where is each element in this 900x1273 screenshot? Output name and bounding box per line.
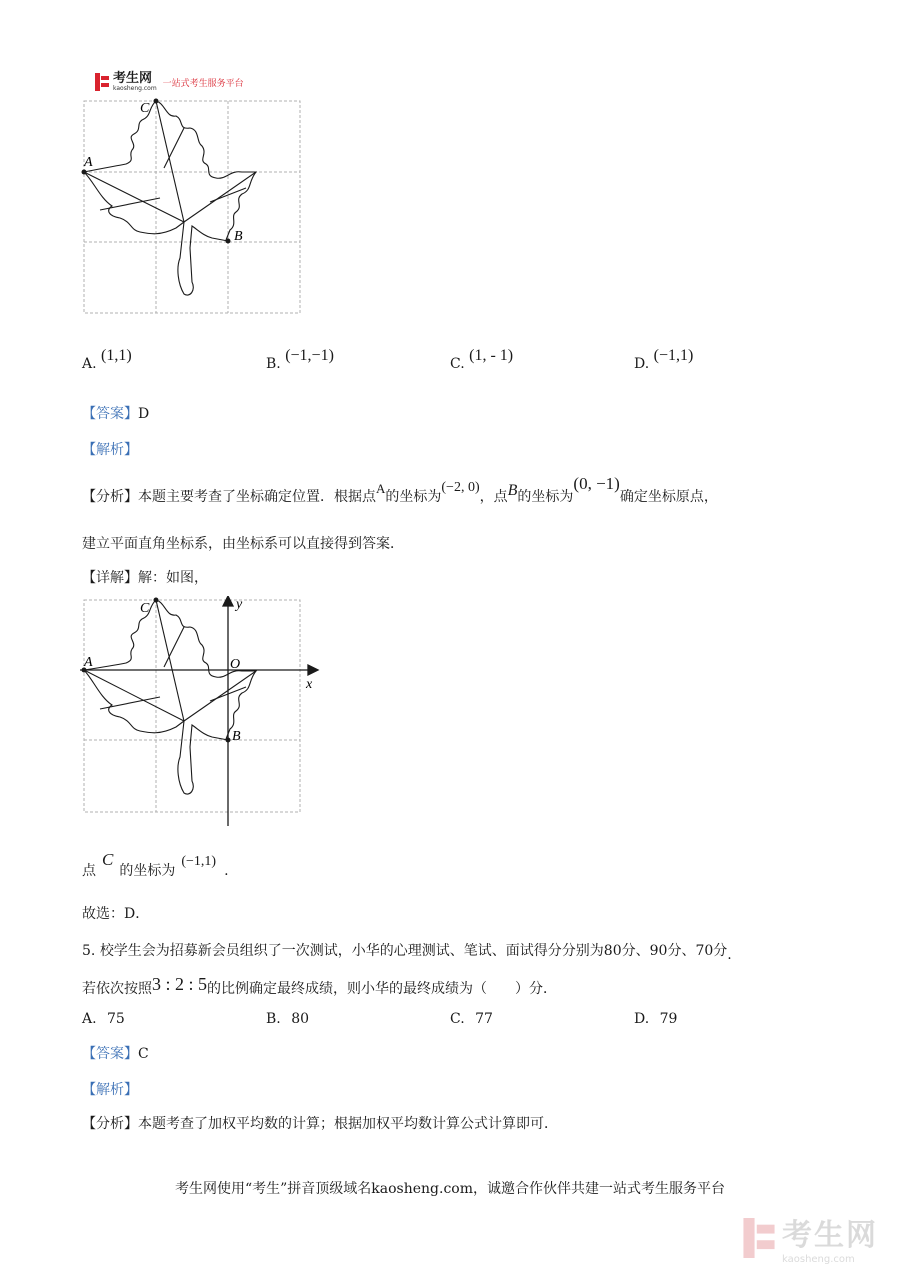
fig1-label-a: A (84, 155, 93, 170)
q4-point-c-line (82, 850, 229, 882)
fig2-label-c: C (140, 601, 150, 616)
fenxi-text: 本题主要考查了坐标确定位置．根据点 (138, 489, 376, 505)
maple-leaf-axes-figure (80, 596, 324, 828)
logo-name: 考生网 (113, 70, 153, 86)
q4-option-c[interactable] (450, 347, 514, 373)
fenxi-text: 的坐标为 (517, 489, 574, 505)
stem-text: 校学生会为招募新会员组织了一次测试，小华的心理测试、笔试、面试得分分别为80分、90分、70分 (99, 943, 728, 959)
period: . (224, 863, 229, 879)
fenxi-text: 本题考查了加权平均数的计算；根据加权平均数计算公式计算即可． (138, 1116, 558, 1132)
point-b: B (507, 482, 518, 499)
q5-option-d[interactable] (634, 1011, 677, 1027)
fig2-label-y: y (236, 597, 243, 612)
fenxi-tag: 分析 (96, 1116, 124, 1132)
option-value: 75 (107, 1011, 125, 1027)
q4-option-d[interactable] (634, 347, 694, 373)
answer-value: C (138, 1046, 149, 1062)
stem-text: 的比例确定最终成绩，则小华的最终成绩为（ ）分． (207, 981, 558, 997)
option-value: 77 (475, 1011, 493, 1027)
option-value: (−1,−1) (285, 347, 334, 364)
q5-option-a[interactable] (82, 1011, 125, 1027)
logo-slogan: 一站式考生服务平台 (162, 78, 244, 89)
coord-b: (0, −1) (573, 474, 620, 493)
option-letter: D. (634, 356, 650, 372)
site-logo[interactable] (95, 72, 244, 92)
q5-fenxi: 【分析】本题考查了加权平均数的计算；根据加权平均数计算公式计算即可． (82, 1116, 558, 1132)
option-letter: C. (450, 356, 465, 372)
option-letter: D. (634, 1011, 650, 1027)
logo-domain: kaosheng.com (113, 84, 157, 92)
option-value: 80 (291, 1011, 310, 1027)
ratio: 3 : 2 : 5 (152, 974, 208, 994)
kaosheng-logo-icon (95, 73, 109, 91)
point-c: C (102, 850, 114, 869)
q4-option-b[interactable] (266, 347, 334, 373)
answer-value: D (138, 406, 150, 422)
option-letter: A. (82, 1011, 97, 1027)
q4-choose: 故选：D． (82, 906, 150, 922)
detail-tag: 详解 (96, 570, 124, 586)
watermark-domain: kaosheng.com (782, 1254, 855, 1265)
option-value: 79 (659, 1011, 678, 1027)
analysis-tag: 解析 (96, 442, 124, 458)
fig2-label-x: x (306, 677, 313, 692)
detail-text: 解：如图， (138, 570, 208, 586)
fenxi-tag: 分析 (96, 489, 124, 505)
q4-option-a[interactable] (82, 347, 132, 373)
question-number: 5. (82, 943, 96, 959)
q5-stem-line2 (82, 974, 558, 999)
maple-leaf-figure (80, 98, 304, 316)
q4-analysis-heading: 【解析】 (82, 442, 138, 458)
fig2-label-b: B (232, 729, 241, 744)
option-letter: A. (82, 356, 97, 372)
q4-fenxi-line2: 建立平面直角坐标系，由坐标系可以直接得到答案． (82, 536, 404, 552)
q5-answer: 【答案】C (82, 1046, 149, 1062)
fenxi-text: 确定坐标原点， (619, 489, 718, 505)
option-value: (1, - 1) (469, 347, 514, 364)
watermark-name: 考生网 (782, 1218, 878, 1253)
stem-text: 若依次按照 (82, 981, 152, 997)
q4-answer: 【答案】D (82, 406, 150, 422)
answer-tag: 答案 (96, 1046, 124, 1062)
q5-stem-line1 (82, 941, 732, 961)
analysis-tag: 解析 (96, 1082, 124, 1098)
q5-option-c[interactable] (450, 1011, 493, 1027)
fig2-label-a: A (84, 655, 93, 670)
option-letter: C. (450, 1011, 465, 1027)
answer-tag: 答案 (96, 406, 124, 422)
q4-fenxi: 【分析】本题主要考查了坐标确定位置．根据点A的坐标为(−2, 0)，点B的坐标为(0, −1)确定坐标原点， (82, 474, 718, 505)
dian-text: 点 (82, 863, 96, 879)
fig2-label-o: O (230, 657, 241, 672)
option-letter: B. (266, 1011, 281, 1027)
coord-a: (−2, 0) (441, 480, 480, 495)
watermark-logo-icon (742, 1218, 776, 1258)
fenxi-text: 的坐标为 (385, 489, 442, 505)
stem-end: . (727, 947, 732, 963)
watermark-logo (742, 1210, 878, 1265)
coord-c: (−1,1) (181, 854, 217, 869)
fig1-label-c: C (140, 101, 150, 116)
q4-detail: 【详解】解：如图， (82, 570, 208, 586)
fig1-label-b: B (234, 229, 243, 244)
coord-c-text: 的坐标为 (119, 863, 176, 879)
option-value: (−1,1) (653, 347, 694, 364)
fenxi-text: ，点 (479, 489, 508, 505)
page-footer: 考生网使用“考生”拼音顶级域名kaosheng.com，诚邀合作伙伴共建一站式考生服务平台 (174, 1181, 726, 1197)
q5-option-b[interactable] (266, 1011, 309, 1027)
option-value: (1,1) (101, 347, 132, 364)
point-a: A (376, 481, 386, 496)
q5-analysis-heading: 【解析】 (82, 1082, 138, 1098)
option-letter: B. (266, 356, 281, 372)
